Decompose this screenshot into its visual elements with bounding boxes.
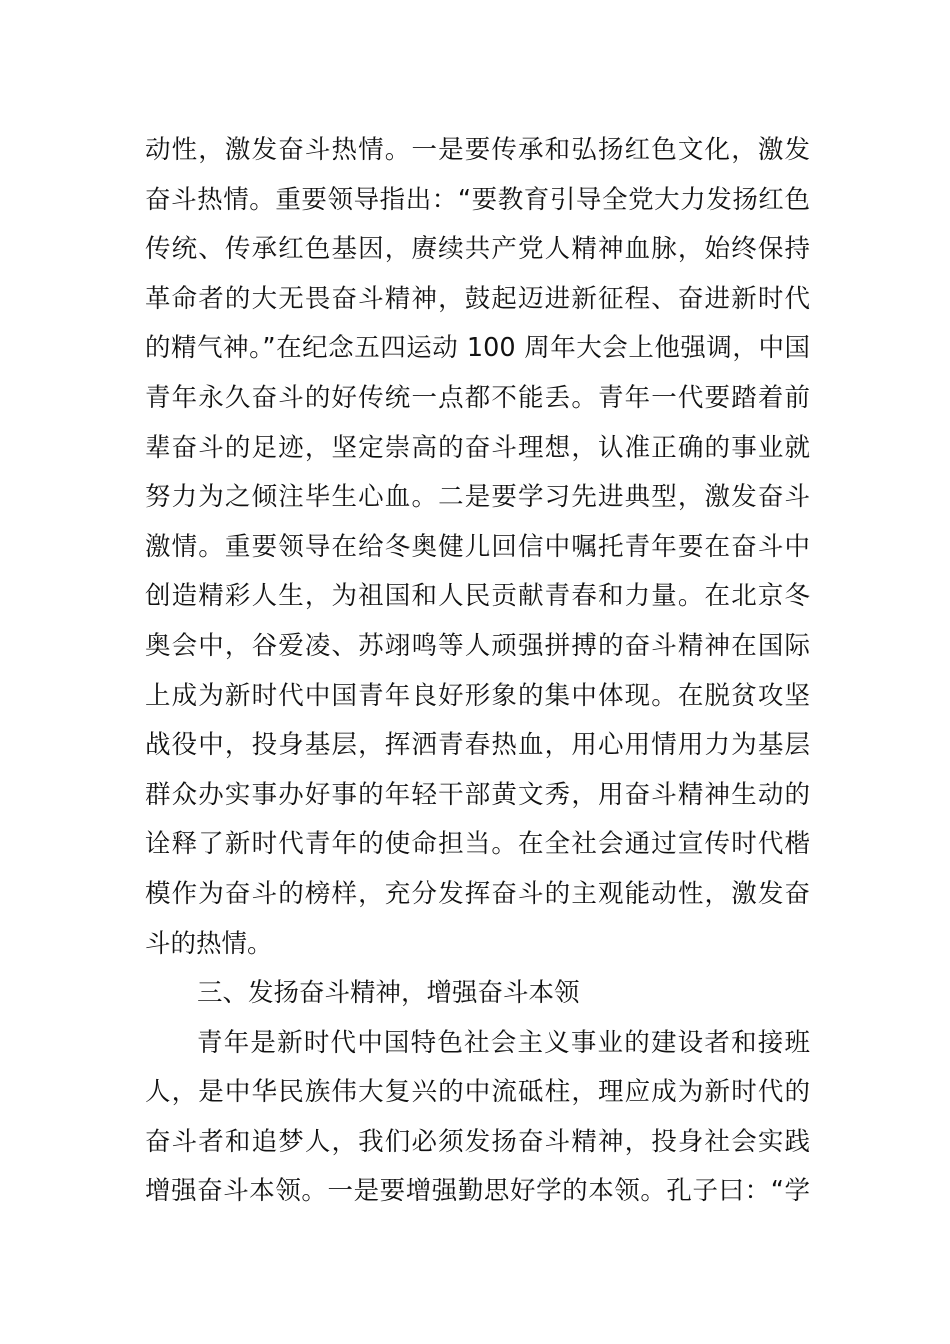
section-heading: 三、发扬奋斗精神，增强奋斗本领 bbox=[197, 978, 580, 1009]
text-line: 模作为奋斗的榜样，充分发挥奋斗的主观能动性，激发奋 bbox=[145, 878, 810, 909]
text-line: 奋斗者和追梦人，我们必须发扬奋斗精神，投身社会实践 bbox=[145, 1126, 810, 1157]
paragraph-end-line: 斗的热情。 bbox=[145, 928, 273, 959]
text-line: 动性，激发奋斗热情。一是要传承和弘扬红色文化，激发 bbox=[145, 135, 810, 165]
text-line: 人，是中华民族伟大复兴的中流砥柱，理应成为新时代的 bbox=[145, 1077, 810, 1108]
text-line: 传统、传承红色基因，赓续共产党人精神血脉，始终保持 bbox=[145, 234, 810, 265]
text-line: 奥会中，谷爱凌、苏翊鸣等人顽强拼搏的奋斗精神在国际 bbox=[145, 630, 810, 661]
text-line: 上成为新时代中国青年良好形象的集中体现。在脱贫攻坚 bbox=[145, 680, 810, 711]
text-line: 激情。重要领导在给冬奥健儿回信中嘱托青年要在奋斗中 bbox=[145, 531, 810, 562]
text-line: 战役中，投身基层，挥洒青春热血，用心用情用力为基层 bbox=[145, 730, 810, 761]
text-line: 诠释了新时代青年的使命担当。在全社会通过宣传时代楷 bbox=[145, 829, 810, 860]
text-line: 革命者的大无畏奋斗精神，鼓起迈进新征程、奋进新时代 bbox=[145, 283, 810, 314]
paragraph-first-line: 青年是新时代中国特色社会主义事业的建设者和接班 bbox=[197, 1027, 810, 1058]
text-line: 辈奋斗的足迹，坚定崇高的奋斗理想，认准正确的事业就 bbox=[145, 432, 810, 463]
text-line: 青年永久奋斗的好传统一点都不能丢。青年一代要踏着前 bbox=[145, 382, 810, 413]
text-line: 增强奋斗本领。一是要增强勤思好学的本领。孔子曰：“学 bbox=[145, 1176, 810, 1207]
text-line: 创造精彩人生，为祖国和人民贡献青春和力量。在北京冬 bbox=[145, 581, 810, 612]
text-line: 群众办实事办好事的年轻干部黄文秀，用奋斗精神生动的 bbox=[145, 779, 810, 810]
body-text bbox=[145, 126, 810, 1217]
text-line: 努力为之倾注毕生心血。二是要学习先进典型，激发奋斗 bbox=[145, 482, 810, 513]
text-line: 奋斗热情。重要领导指出：“要教育引导全党大力发扬红色 bbox=[145, 184, 810, 215]
text-line: 的精气神。”在纪念五四运动 100 周年大会上他强调，中国 bbox=[145, 333, 810, 364]
